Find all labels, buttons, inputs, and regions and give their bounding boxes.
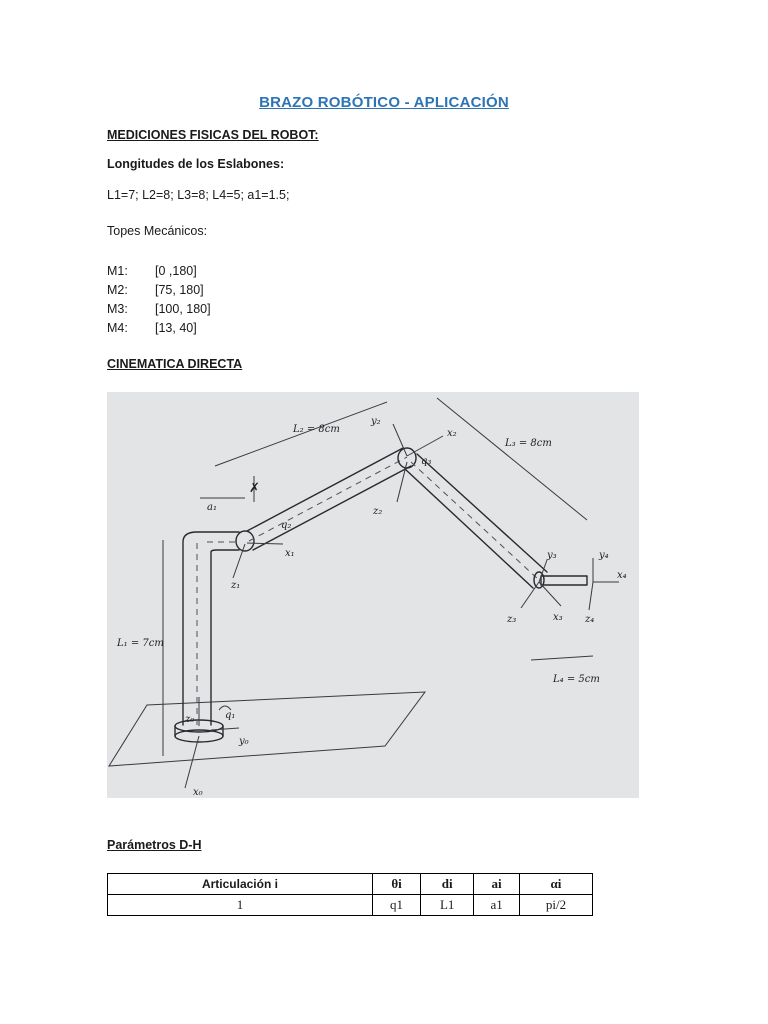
page-title: BRAZO ROBÓTICO - APLICACIÓN xyxy=(259,94,509,111)
header-cell: αi xyxy=(519,874,592,895)
label-x0: x₀ xyxy=(193,787,203,798)
stop-label: M1: xyxy=(107,264,128,278)
label-x4: x₄ xyxy=(617,570,627,581)
stop-row xyxy=(107,319,211,338)
measurements-heading: MEDICIONES FISICAS DEL ROBOT: xyxy=(107,128,319,142)
stop-row xyxy=(107,300,211,319)
table-cell: q1 xyxy=(372,895,420,916)
table-header-row xyxy=(108,874,593,895)
label-q3: q₃ xyxy=(421,456,432,467)
label-l1: L₁ = 7cm xyxy=(117,638,164,649)
label-x3: x₃ xyxy=(553,612,563,623)
label-y2: y₂ xyxy=(371,416,381,427)
table-row xyxy=(108,895,593,916)
label-y3: y₃ xyxy=(547,550,557,561)
header-cell: Articulación i xyxy=(108,874,373,895)
header-cell: ai xyxy=(474,874,520,895)
dh-heading: Parámetros D-H xyxy=(107,838,202,852)
links-text: L1=7; L2=8; L3=8; L4=5; a1=1.5; xyxy=(107,188,290,202)
table-cell: a1 xyxy=(474,895,520,916)
mechanical-stops-list xyxy=(107,262,211,338)
stop-row xyxy=(107,281,211,300)
label-a1: a₁ xyxy=(207,502,217,513)
label-y0: y₀ xyxy=(239,736,249,747)
stop-range: [75, 180] xyxy=(155,283,204,297)
label-z2: z₂ xyxy=(373,506,383,517)
label-q1: q₁ xyxy=(225,710,236,721)
header-cell: θi xyxy=(372,874,420,895)
links-heading: Longitudes de los Eslabones: xyxy=(107,157,285,171)
label-z4: z₄ xyxy=(585,614,595,625)
robot-arm-sketch xyxy=(107,392,639,798)
label-y4: y₄ xyxy=(599,550,609,561)
label-l4: L₄ = 5cm xyxy=(553,674,600,685)
label-z0: z₀ xyxy=(185,714,195,725)
stop-row xyxy=(107,262,211,281)
label-z1: z₁ xyxy=(231,580,241,591)
stop-range: [13, 40] xyxy=(155,321,197,335)
dh-parameters-table xyxy=(107,873,593,916)
stops-heading: Topes Mecánicos: xyxy=(107,224,208,238)
svg-text:✗: ✗ xyxy=(249,481,260,496)
header-cell: di xyxy=(421,874,474,895)
sketch-drawing xyxy=(107,392,639,798)
label-z3: z₃ xyxy=(507,614,517,625)
stop-range: [100, 180] xyxy=(155,302,211,316)
label-x2: x₂ xyxy=(447,428,457,439)
stop-label: M3: xyxy=(107,302,128,316)
label-l2: L₂ = 8cm xyxy=(293,424,340,435)
label-l3: L₃ = 8cm xyxy=(505,438,552,449)
kinematics-heading: CINEMATICA DIRECTA xyxy=(107,357,243,371)
stop-range: [0 ,180] xyxy=(155,264,197,278)
table-cell: 1 xyxy=(108,895,373,916)
stop-label: M2: xyxy=(107,283,128,297)
table-cell: pi/2 xyxy=(519,895,592,916)
label-x1: x₁ xyxy=(285,548,295,559)
label-q2: q₂ xyxy=(281,520,292,531)
table-cell: L1 xyxy=(421,895,474,916)
stop-label: M4: xyxy=(107,321,128,335)
